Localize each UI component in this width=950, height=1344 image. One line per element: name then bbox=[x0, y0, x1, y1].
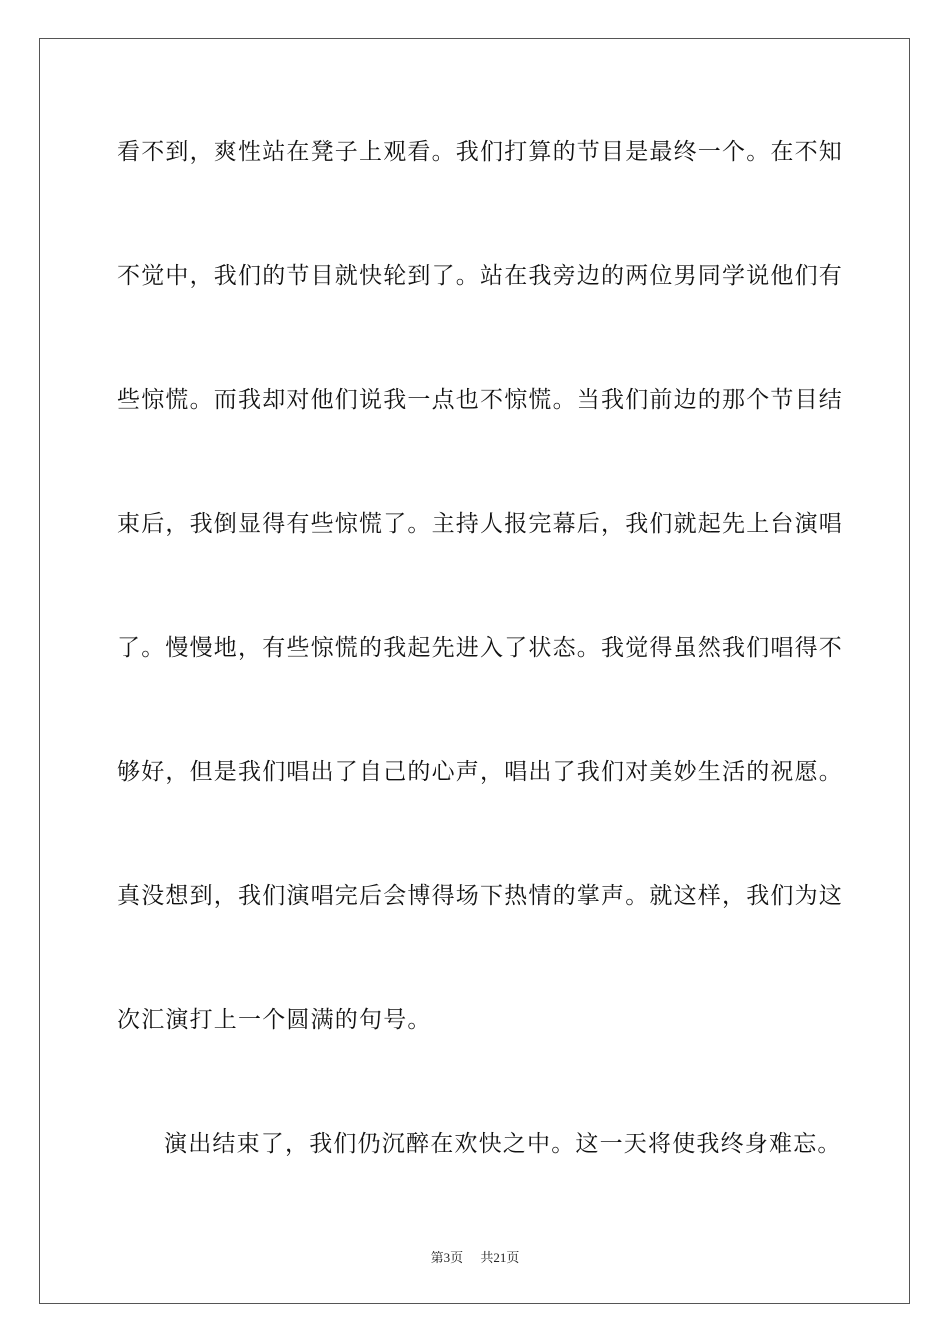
paragraph-line: 了。慢慢地，有些惊慌的我起先进入了状态。我觉得虽然我们唱得不 bbox=[117, 635, 843, 661]
paragraph-line: 不觉中，我们的节目就快轮到了。站在我旁边的两位男同学说他们有 bbox=[117, 263, 843, 289]
page-footer bbox=[0, 1247, 950, 1266]
total-pages: 共21页 bbox=[480, 1250, 520, 1265]
paragraph-line: 真没想到，我们演唱完后会博得场下热情的掌声。就这样，我们为这 bbox=[117, 883, 843, 909]
paragraph-line: 看不到，爽性站在凳子上观看。我们打算的节目是最终一个。在不知 bbox=[117, 139, 843, 165]
paragraph-line: 次汇演打上一个圆满的句号。 bbox=[117, 1007, 432, 1033]
paragraph-line: 些惊慌。而我却对他们说我一点也不惊慌。当我们前边的那个节目结 bbox=[117, 387, 843, 413]
page-number: 第3页 bbox=[430, 1250, 464, 1265]
paragraph-line-indented: 演出结束了，我们仍沉醉在欢快之中。这一天将使我终身难忘。 bbox=[164, 1131, 842, 1157]
document-body bbox=[117, 124, 843, 1240]
paragraph-line: 够好，但是我们唱出了自己的心声，唱出了我们对美妙生活的祝愿。 bbox=[117, 759, 843, 785]
paragraph-line: 束后，我倒显得有些惊慌了。主持人报完幕后，我们就起先上台演唱 bbox=[117, 511, 843, 537]
